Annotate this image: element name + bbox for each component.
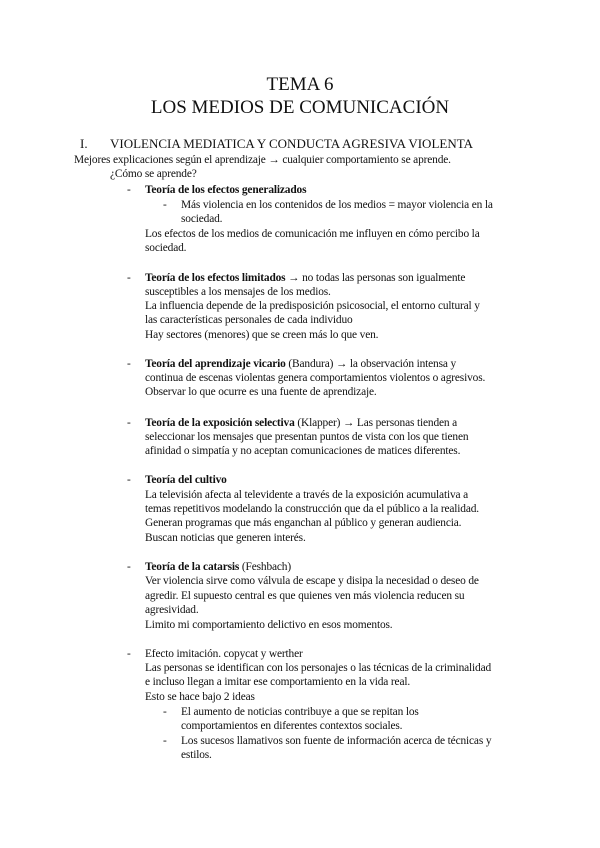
bullet-dash: - — [127, 358, 131, 370]
effect-imitacion: Efecto imitación. copycat y werther — [145, 648, 303, 660]
intro-question: ¿Cómo se aprende? — [110, 168, 197, 180]
sub-bullet-dash: - — [163, 735, 167, 747]
sub-bullet-dash: - — [163, 706, 167, 718]
theory-name: Teoría de la exposición selectiva — [145, 417, 295, 429]
bullet-dash: - — [127, 184, 131, 196]
theory-text: La televisión afecta al televidente a través de la exposición acumulativa a — [145, 489, 469, 501]
theory-text: e incluso llegan a imitar ese comportamiento en la vida real. — [145, 676, 411, 688]
sub-bullet-text: Más violencia en los contenidos de los medios = mayor violencia en la — [181, 199, 493, 211]
page-subtitle: LOS MEDIOS DE COMUNICACIÓN — [150, 97, 450, 118]
theory-text: sociedad. — [145, 242, 187, 254]
theory-text: Hay sectores (menores) que se creen más lo que ven. — [145, 329, 379, 341]
bullet-dash: - — [127, 272, 131, 284]
theory-selectiva — [145, 416, 457, 430]
theory-text: agredir. El supuesto central es que quienes ven más violencia reducen su — [145, 590, 465, 602]
theory-name: Teoría de la catarsis — [145, 561, 240, 573]
theory-text: Los efectos de los medios de comunicación me influyen en cómo percibo la — [145, 228, 480, 240]
theory-text: Ver violencia sirve como válvula de escape y disipa la necesidad o deseo de — [145, 575, 479, 587]
section-numeral: I. — [80, 136, 88, 151]
theory-rest: (Bandura) → la observación intensa y — [285, 358, 457, 370]
section-heading: VIOLENCIA MEDIATICA Y CONDUCTA AGRESIVA VIOLENTA — [110, 136, 474, 151]
theory-text: las características personales de cada individuo — [145, 314, 353, 326]
theory-name: Teoría del aprendizaje vicario — [145, 358, 286, 370]
theory-name: Teoría del cultivo — [145, 474, 227, 486]
theory-cultivo — [145, 473, 227, 487]
theory-name: Teoría de los efectos limitados — [145, 272, 286, 284]
theory-text: La influencia depende de la predisposición psicosocial, el entorno cultural y — [145, 300, 480, 312]
bullet-dash: - — [127, 648, 131, 660]
theory-text: Observar lo que ocurre es una fuente de aprendizaje. — [145, 386, 377, 398]
theory-text: Limito mi comportamiento delictivo en esos momentos. — [145, 619, 393, 631]
theory-text: agresividad. — [145, 604, 199, 616]
sub-bullet-text: estilos. — [181, 749, 212, 761]
theory-text: susceptibles a los mensajes de los medios. — [145, 286, 331, 298]
sub-bullet-text: sociedad. — [181, 213, 223, 225]
bullet-dash: - — [127, 474, 131, 486]
bullet-dash: - — [127, 561, 131, 573]
theory-text: continua de escenas violentas genera comportamientos violentos o agresivos. — [145, 372, 486, 384]
theory-text: seleccionar los mensajes que presentan puntos de vista con los que tienen — [145, 431, 469, 443]
theory-rest: → no todas las personas son igualmente — [285, 272, 466, 284]
theory-rest: (Feshbach) — [239, 561, 291, 573]
theory-catarsis — [145, 560, 291, 574]
page-title: TEMA 6 — [266, 74, 334, 95]
theory-vicario — [145, 357, 456, 371]
intro-line: Mejores explicaciones según el aprendizaje → cualquier comportamiento se aprende. — [74, 154, 451, 166]
theory-text: Buscan noticias que generen interés. — [145, 532, 306, 544]
bullet-dash: - — [127, 417, 131, 429]
theory-text: Esto se hace bajo 2 ideas — [145, 691, 255, 703]
theory-generalizados — [145, 183, 306, 197]
theory-text: Las personas se identifican con los personajes o las técnicas de la criminalidad — [145, 662, 492, 674]
theory-rest: (Klapper) → Las personas tienden a — [294, 417, 458, 429]
sub-bullet-text: Los sucesos llamativos son fuente de información acerca de técnicas y — [181, 735, 492, 747]
theory-name: Teoría de los efectos generalizados — [145, 184, 307, 196]
sub-bullet-text: comportamientos en diferentes contextos sociales. — [181, 720, 403, 732]
sub-bullet-dash: - — [163, 199, 167, 211]
sub-bullet-text: El aumento de noticias contribuye a que se repitan los — [181, 706, 419, 718]
theory-limitados — [145, 271, 465, 285]
theory-text: temas repetitivos modelando la construcción que da el público a la realidad. — [145, 503, 479, 515]
theory-text: Generan programas que más enganchan al público y generan audiencia. — [145, 517, 462, 529]
theory-text: afinidad o simpatía y no aceptan comunicaciones de matices diferentes. — [145, 445, 461, 457]
